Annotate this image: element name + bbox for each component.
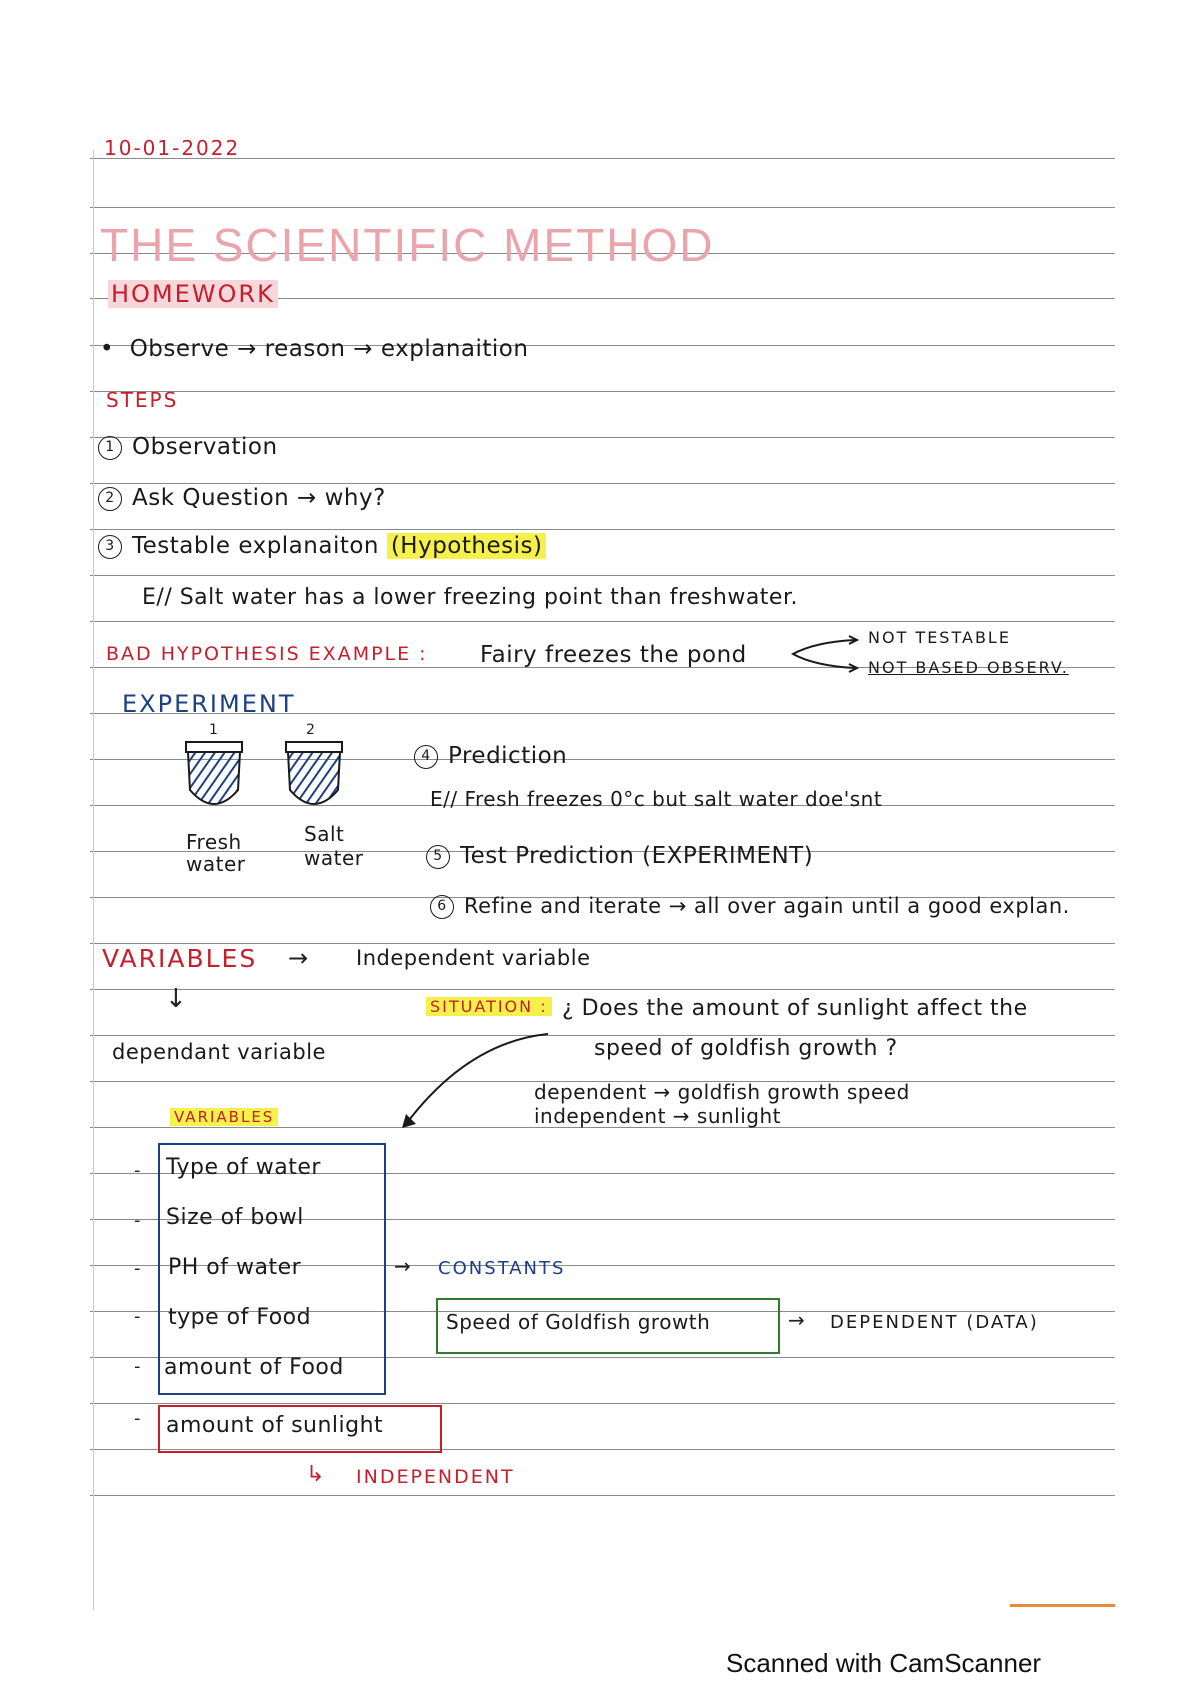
homework-heading: HOMEWORK — [108, 280, 278, 308]
right-arrow-icon: → — [288, 944, 309, 972]
beaker-2-label-a: Salt — [304, 822, 345, 846]
step-number: 5 — [426, 845, 450, 869]
ruled-line — [90, 989, 1115, 990]
beaker-2-number: 2 — [306, 722, 315, 738]
dependent-item: Speed of Goldfish growth — [446, 1310, 711, 1334]
variables-list-heading: VARIABLES — [170, 1108, 278, 1126]
step-label: Refine and iterate → all over again until a good explan. — [464, 894, 1070, 918]
prediction-example: E// Fresh freezes 0°c but salt water doe'snt — [430, 787, 883, 811]
reason-not-based-observ: NOT BASED OBSERV. — [868, 658, 1069, 677]
beaker-1-number: 1 — [209, 722, 218, 738]
orange-mark — [1010, 1604, 1115, 1607]
bullet-dot: • — [100, 336, 130, 362]
beaker-salt-icon — [286, 742, 342, 804]
constant-item: PH of water — [168, 1255, 302, 1280]
dash-bullet: - — [134, 1356, 141, 1377]
step-label: Ask Question → why? — [132, 485, 386, 511]
beaker-1-label-a: Fresh — [186, 830, 242, 854]
step-4 — [414, 743, 567, 769]
step-number: 1 — [98, 436, 122, 460]
curved-arrow-icon — [398, 1028, 558, 1138]
step-6 — [430, 894, 1070, 919]
dependent-line: dependent → goldfish growth speed — [534, 1080, 910, 1104]
dash-bullet: - — [134, 1210, 141, 1231]
constant-item: type of Food — [168, 1305, 312, 1330]
down-arrow-icon: ↓ — [165, 984, 187, 1014]
beaker-1-label-b: water — [186, 852, 246, 876]
step-number: 6 — [430, 895, 454, 919]
ruled-line — [90, 529, 1115, 530]
constant-item: Type of water — [166, 1155, 321, 1180]
scanner-footer: Scanned with CamScanner — [726, 1648, 1042, 1678]
ruled-line — [90, 575, 1115, 576]
dash-bullet: - — [134, 1258, 141, 1279]
return-arrow-icon: ↳ — [306, 1462, 325, 1487]
step-number: 4 — [414, 745, 438, 769]
step-3-example: E// Salt water has a lower freezing point than freshwater. — [142, 585, 798, 610]
dependent-label: DEPENDENT (DATA) — [830, 1312, 1039, 1333]
constants-arrow-icon: → — [394, 1254, 411, 1278]
bad-hypothesis-text: Fairy freezes the pond — [480, 642, 747, 668]
beakers-drawing — [182, 728, 362, 828]
dash-bullet: - — [134, 1160, 141, 1181]
homework-bullet-text: Observe → reason → explanaition — [129, 336, 529, 362]
step-label: Observation — [132, 434, 278, 460]
step-number: 2 — [98, 487, 122, 511]
ruled-line — [90, 391, 1115, 392]
experiment-heading: EXPERIMENT — [122, 690, 296, 718]
beaker-fresh-icon — [186, 742, 242, 804]
dash-bullet: - — [134, 1306, 141, 1327]
constant-item: amount of Food — [164, 1355, 344, 1380]
date: 10-01-2022 — [104, 136, 241, 160]
ruled-line — [90, 158, 1115, 159]
bad-hypothesis-label: BAD HYPOTHESIS EXAMPLE : — [106, 643, 428, 665]
ruled-line — [90, 1495, 1115, 1496]
reason-not-testable: NOT TESTABLE — [868, 628, 1011, 647]
situation-question-1: ¿ Does the amount of sunlight affect the — [562, 996, 1028, 1021]
dash-bullet: - — [134, 1408, 141, 1429]
independent-line: independent → sunlight — [534, 1104, 781, 1128]
constants-label: CONSTANTS — [438, 1258, 566, 1279]
ruled-line — [90, 207, 1115, 208]
margin-line — [93, 150, 94, 1610]
step-label: Testable explanaiton — [132, 533, 380, 559]
dependent-arrow-icon: → — [788, 1308, 805, 1332]
branch-arrow-icon — [785, 628, 865, 676]
independent-item: amount of sunlight — [166, 1413, 384, 1438]
ruled-line — [90, 483, 1115, 484]
beaker-2-label-b: water — [304, 846, 364, 870]
ruled-line — [90, 1403, 1115, 1404]
independent-label: INDEPENDENT — [356, 1466, 515, 1488]
step-label: Prediction — [448, 743, 568, 769]
hypothesis-highlight: (Hypothesis) — [387, 533, 547, 559]
independent-variable-note: Independent variable — [356, 946, 591, 970]
situation-label: SITUATION : — [426, 997, 552, 1016]
step-2 — [98, 485, 386, 511]
variables-heading: VARIABLES — [102, 944, 258, 973]
ruled-line — [90, 621, 1115, 622]
dependant-variable-note: dependant variable — [112, 1040, 326, 1064]
step-label: Test Prediction (EXPERIMENT) — [460, 843, 814, 869]
step-1 — [98, 434, 278, 460]
step-3 — [98, 533, 546, 559]
step-5 — [426, 843, 813, 869]
steps-heading: STEPS — [106, 388, 179, 412]
step-number: 3 — [98, 535, 122, 559]
homework-bullet — [100, 336, 528, 362]
constant-item: Size of bowl — [166, 1205, 304, 1230]
page-title: THE SCIENTIFIC METHOD — [100, 219, 715, 271]
situation-question-2: speed of goldfish growth ? — [594, 1036, 898, 1061]
